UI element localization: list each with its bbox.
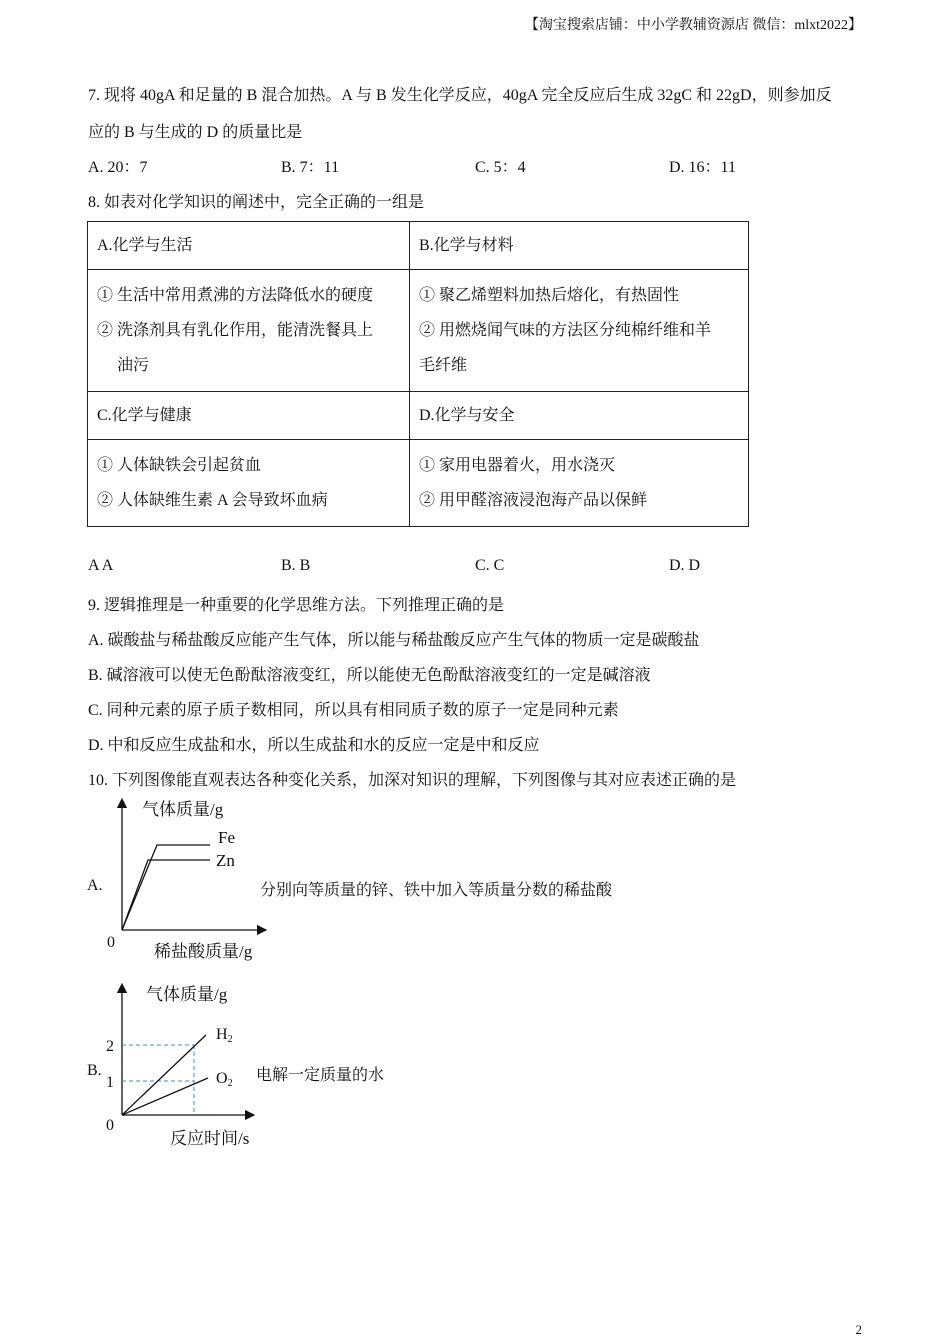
tick-label: 2 [106, 1038, 114, 1055]
q7-option-d[interactable]: D. 16：11 [669, 159, 736, 176]
cell-a-title: A.化学与生活 [88, 222, 410, 270]
zn-line [122, 860, 210, 930]
q10-stem: 10. 下列图像能直观表达各种变化关系，加深对知识的理解，下列图像与其对应表述正确的是 [88, 772, 737, 789]
zn-fe-graph [100, 795, 270, 965]
table-row [88, 222, 749, 270]
q7-option-b[interactable]: B. 7：11 [281, 159, 340, 176]
cell-c-title: C.化学与健康 [88, 392, 410, 440]
list-item: ① 生活中常用煮沸的方法降低水的硬度 [97, 287, 374, 304]
list-item: ① 聚乙烯塑料加热后熔化，有热固性 [419, 287, 680, 304]
origin-label: 0 [107, 934, 115, 951]
x-axis-label: 反应时间/s [170, 1129, 250, 1148]
list-item: ② 用燃烧闻气味的方法区分纯棉纤维和羊 [419, 322, 712, 339]
q10-option-b-letter[interactable]: B. [87, 1062, 102, 1079]
cell-a-items [88, 270, 410, 392]
table-row [88, 270, 749, 392]
list-item: 油污 [117, 357, 150, 374]
cell-b-items [410, 270, 749, 392]
q7-option-a[interactable]: A. 20：7 [88, 159, 148, 176]
origin-label: 0 [106, 1117, 114, 1134]
list-item: ② 用甲醛溶液浸泡海产品以保鲜 [419, 492, 648, 509]
tick-label: 1 [106, 1074, 114, 1091]
cell-b-title: B.化学与材料 [410, 222, 749, 270]
cell-c-items [88, 440, 410, 527]
q9-option-d[interactable]: D. 中和反应生成盐和水，所以生成盐和水的反应一定是中和反应 [88, 737, 540, 754]
table-row [88, 392, 749, 440]
fe-line [122, 845, 210, 930]
q7-stem-line1: 7. 现将 40gA 和足量的 B 混合加热。A 与 B 发生化学反应，40gA 完全反应后生成 32gC 和 22gD，则参加反 [88, 87, 832, 104]
h2-label: H2 [216, 1026, 233, 1045]
q7-stem-line2: 应的 B 与生成的 D 的质量比是 [88, 124, 303, 141]
q8-option-b[interactable]: B. B [281, 557, 311, 574]
knowledge-table [87, 221, 749, 527]
h2-line [122, 1035, 206, 1115]
list-item: ① 家用电器着火，用水浇灭 [419, 457, 616, 474]
q9-stem: 9. 逻辑推理是一种重要的化学思维方法。下列推理正确的是 [88, 597, 505, 614]
q8-stem: 8. 如表对化学知识的阐述中，完全正确的一组是 [88, 194, 425, 211]
q9-option-b[interactable]: B. 碱溶液可以使无色酚酞溶液变红，所以能使无色酚酞溶液变红的一定是碱溶液 [88, 667, 651, 684]
cell-d-title: D.化学与安全 [410, 392, 749, 440]
list-item: ② 人体缺维生素 A 会导致坏血病 [97, 492, 328, 509]
y-axis-label: 气体质量/g [146, 985, 228, 1004]
list-item: ① 人体缺铁会引起贫血 [97, 457, 262, 474]
q9-option-c[interactable]: C. 同种元素的原子质子数相同，所以具有相同质子数的原子一定是同种元素 [88, 702, 619, 719]
table-row [88, 440, 749, 527]
list-item: ② 洗涤剂具有乳化作用，能清洗餐具上 [97, 322, 374, 339]
y-axis-label: 气体质量/g [142, 800, 224, 819]
page-number: 2 [855, 1322, 862, 1337]
q9-option-a[interactable]: A. 碳酸盐与稀盐酸反应能产生气体，所以能与稀盐酸反应产生气体的物质一定是碳酸盐 [88, 632, 700, 649]
q7-option-c[interactable]: C. 5：4 [475, 159, 526, 176]
x-axis-label: 稀盐酸质量/g [154, 942, 253, 961]
zn-label: Zn [216, 851, 235, 870]
fe-label: Fe [218, 828, 235, 847]
o2-line [122, 1078, 208, 1115]
q10-option-a-desc: 分别向等质量的锌、铁中加入等质量分数的稀盐酸 [260, 882, 613, 899]
q8-option-d[interactable]: D. D [669, 557, 701, 574]
o2-label: O2 [216, 1070, 233, 1089]
page-header: 【淘宝搜索店铺：中小学教辅资源店 微信：mlxt2022】 [524, 18, 862, 33]
q8-option-c[interactable]: C. C [475, 557, 505, 574]
q10-option-b-desc: 电解一定质量的水 [256, 1067, 385, 1084]
electrolysis-graph [100, 980, 270, 1150]
list-item: 毛纤维 [419, 357, 468, 374]
q8-option-a[interactable]: A A [88, 557, 114, 574]
cell-d-items [410, 440, 749, 527]
q10-option-a-letter[interactable]: A. [87, 877, 103, 894]
